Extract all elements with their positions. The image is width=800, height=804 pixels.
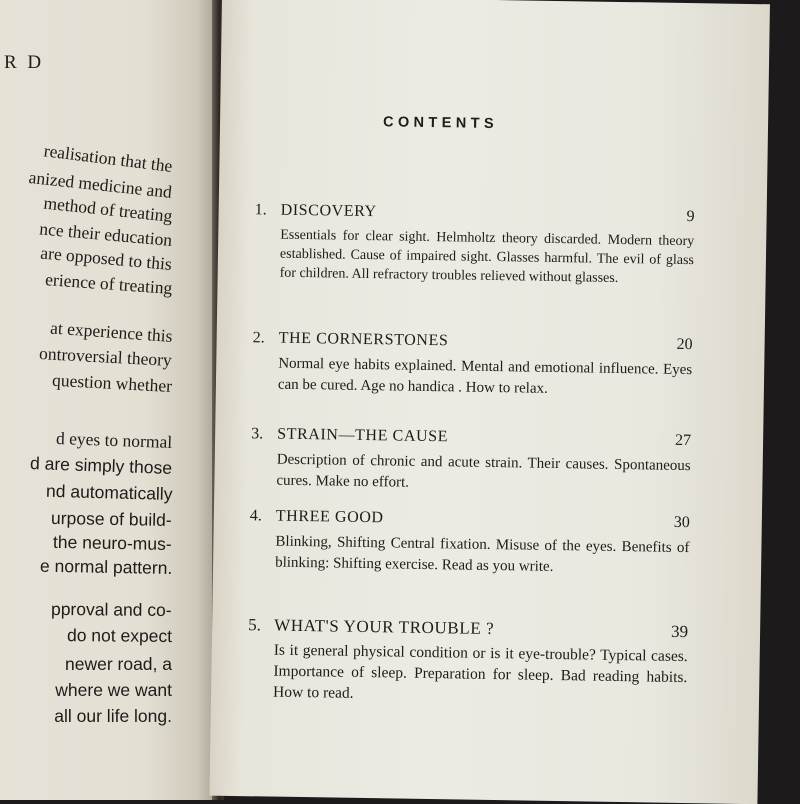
entry-page-number: 39 <box>670 621 689 642</box>
left-page-line: d eyes to normal <box>55 427 173 452</box>
contents-page <box>209 0 769 804</box>
entry-number: 4. <box>249 507 263 525</box>
left-page-running-head: R D <box>4 52 45 73</box>
left-page-line: question whether <box>51 369 173 396</box>
contents-entry-2 <box>252 329 693 401</box>
entry-number: 3. <box>251 425 264 443</box>
left-facing-page <box>0 0 216 800</box>
entry-page-number: 27 <box>674 431 692 450</box>
contents-entry-1 <box>254 201 695 289</box>
left-page-line: anized medicine and <box>27 167 174 202</box>
left-page-line: d are simply those <box>29 453 173 478</box>
left-page-line: nd automatically <box>45 480 173 504</box>
entry-title: STRAIN—THE CAUSE <box>277 425 449 446</box>
left-page-line: nce their education <box>38 218 173 250</box>
entry-page-number: 9 <box>686 208 695 226</box>
left-page-line: urpose of build- <box>51 507 173 530</box>
entry-title: THREE GOOD <box>275 507 384 527</box>
entry-description: Normal eye habits explained. Mental and emotional influence. Eyes can be cured. Age no handica . How to relax. <box>277 355 693 397</box>
entry-description: Essentials for clear sight. Helmholtz theory discarded. Modern theory established. Cause of impaired sight. Glasses harmful. The evil of glass for children. All refractory troubles relieved without glasses. <box>279 227 695 286</box>
left-page-line: ontroversial theory <box>39 343 173 370</box>
entry-title: DISCOVERY <box>280 201 377 221</box>
entry-description: Is it general physical condition or is it eye-trouble? Typical cases. Importance of sleep. Preparation for sleep. Bad reading habits. How to read. <box>272 641 688 702</box>
entry-description: Description of chronic and acute strain. Their causes. Spontaneous cures. Make no effort. <box>276 451 691 491</box>
entry-title: THE CORNERSTONES <box>278 329 449 350</box>
left-page-line: do not expect <box>66 625 173 646</box>
left-page-line: at experience this <box>49 317 173 346</box>
contents-heading: CONTENTS <box>382 114 499 133</box>
contents-entry-4 <box>249 507 690 579</box>
contents-entry-5 <box>247 615 688 709</box>
left-page-line: pproval and co- <box>51 598 173 620</box>
left-page-line: realisation that the <box>42 140 174 176</box>
left-page-line: where we want <box>55 680 172 700</box>
left-page-line: are opposed to this <box>39 242 173 274</box>
entry-page-number: 30 <box>673 513 690 532</box>
entry-number: 1. <box>254 201 267 219</box>
contents-entry-3 <box>250 425 691 497</box>
left-page-line: e normal pattern. <box>39 555 173 578</box>
left-page-line: method of treating <box>42 192 174 226</box>
entry-number: 5. <box>248 615 262 635</box>
entry-title: WHAT'S YOUR TROUBLE ? <box>274 615 495 639</box>
left-page-line: all our life long. <box>54 706 172 726</box>
left-page-line: erience of treating <box>44 269 173 298</box>
left-page-line: the neuro-mus- <box>53 531 173 554</box>
entry-page-number: 20 <box>676 335 693 354</box>
entry-description: Blinking, Shifting Central fixation. Misuse of the eyes. Benefits of blinking: Shifting exercise. Read as you write. <box>275 533 690 575</box>
left-page-line: newer road, a <box>64 654 172 674</box>
entry-number: 2. <box>252 329 265 347</box>
